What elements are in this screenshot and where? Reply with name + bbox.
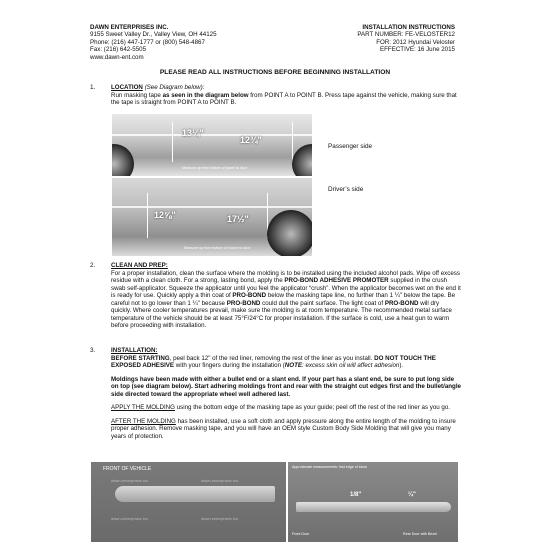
section-2-text-2: supplied in the crush swab self-applicator. Squeeze the applicator until you feel the applicator “crush”. When the applicator becomes wet on the end it is ready for use. Quickly apply a thin coat of xyxy=(111,277,461,299)
section-1-text-bold: as seen in the diagram below xyxy=(162,91,249,99)
document-info xyxy=(357,24,455,54)
section-1-title: LOCATION xyxy=(111,84,143,91)
section-3-text-3: ). xyxy=(399,362,404,369)
company-phone: Phone: (216) 447-1777 or (800) 548-4867 xyxy=(90,38,205,46)
drivers-photo-caption: Measure up from bottom of rocker to door xyxy=(184,246,251,250)
passenger-side-photo xyxy=(112,114,312,176)
drivers-rear-measurement: 17½" xyxy=(227,214,249,224)
section-1-title-note: (See Diagram below): xyxy=(144,84,205,91)
section-2-text xyxy=(111,270,461,330)
rear-door-label: Rear Door with Bezel xyxy=(403,532,437,536)
offset-measurement: ¼" xyxy=(408,492,416,498)
vehicle-fit: FOR: 2012 Hyundai Veloster xyxy=(376,38,455,46)
section-2-number: 2. xyxy=(90,262,96,269)
drivers-side-photo xyxy=(112,178,312,256)
front-door-label: Front Door xyxy=(292,532,310,536)
wheel-image xyxy=(267,210,312,256)
section-1-number: 1. xyxy=(90,84,96,91)
section-3-number: 3. xyxy=(90,347,96,354)
rear-wheel-image xyxy=(292,144,312,176)
section-2-title: CLEAN AND PREP: xyxy=(111,262,168,269)
section-1-text xyxy=(111,92,461,107)
section-3-apply xyxy=(111,404,461,412)
company-name: DAWN ENTERPRISES INC. xyxy=(90,24,169,31)
section-1-text-b: from POINT A to POINT B. Press tape against the vehicle, making sure that the tape is straight from POINT A to POINT B. xyxy=(111,91,457,106)
section-3-before-starting xyxy=(111,355,461,370)
section-3-text-1: , peel back 12" of the red liner, removing the rest of the liner as you install. xyxy=(169,354,375,362)
note-label: NOTE xyxy=(284,362,302,369)
section-1 xyxy=(111,84,461,107)
after-the-molding-label: AFTER THE MOLDING xyxy=(111,417,176,425)
drivers-side-label: Driver’s side xyxy=(328,186,364,193)
company-website: www.dawn-ent.com xyxy=(90,53,144,61)
section-2-text-5: will dry quickly. Where cooler temperatures prevail, make sure the molding is at room temperature. The recommended metal surface temperature of the vehicle should be at least 75°F/24°C for proper installation. If the surface is cold, use a heat gun to warm before proceeding with installation. xyxy=(111,299,452,329)
front-of-vehicle-photo xyxy=(91,462,286,542)
note-text: : excess skin oil will affect adhesion xyxy=(302,362,400,369)
pro-bond: PRO-BOND xyxy=(226,299,261,307)
tape-line xyxy=(112,206,312,208)
section-3-after xyxy=(111,418,461,441)
section-2-text-4: could dull the paint surface. The light coat of xyxy=(260,299,385,307)
molding-detail-photo xyxy=(288,462,458,542)
passenger-photo-caption: Measure up from bottom of panel to door xyxy=(182,166,248,170)
apply-text: using the bottom edge of the masking tape as your guide; peel off the rest of the red liner as you go. xyxy=(174,404,451,411)
company-info xyxy=(90,24,217,61)
watermark: dawn-enterprises inc. xyxy=(201,516,240,521)
section-2 xyxy=(111,262,461,330)
molding-strip-image xyxy=(115,486,275,502)
section-1-text-a: Run masking tape xyxy=(111,91,163,99)
section-3-title: INSTALLATION: xyxy=(111,347,158,354)
section-3-bullet-slant-note: Moldings have been made with either a bullet end or a slant end. If your part has a slant end, be sure to put long side on top (see diagram below). Start adhering moldings front and rear with the straight cut edges first and the bullet/angle side directed toward the appropriate wheel well adhered last. xyxy=(111,375,461,398)
apply-the-molding-label: APPLY THE MOLDING xyxy=(111,404,175,411)
approx-measurement-note: Approximate measurements: first edge of block xyxy=(292,465,368,469)
watermark: dawn-enterprises inc. xyxy=(111,516,150,521)
passenger-side-label: Passenger side xyxy=(328,143,373,150)
section-2-text-1: For a proper installation, clean the surface where the molding is to be installed using the included alcohol pads. Wipe off excess residue with a clean cloth. For a strong, lasting bond, apply the xyxy=(111,269,460,284)
part-number: PART NUMBER: FE-VELOSTER12 xyxy=(357,31,455,39)
molding-strip-image xyxy=(296,502,451,512)
section-2-text-3: below the masking tape line, no further than 1 ¼" below the tape. Be careful not to go lower than 1 ¼" because xyxy=(111,292,456,307)
pro-bond: PRO-BOND xyxy=(384,299,419,307)
point-a-marker xyxy=(147,193,148,238)
do-not-touch-warning: DO NOT TOUCH THE EXPOSED ADHESIVE xyxy=(111,354,436,369)
company-address: 9155 Sweet Valley Dr., Valley View, OH 44125 xyxy=(90,31,217,39)
document-title: INSTALLATION INSTRUCTIONS xyxy=(362,24,455,31)
after-text: has been installed, use a soft cloth and apply pressure along the entire length of the molding to insure proper adhesion. Remove masking tape, and you will have an OEM style Custom Body Side Molding that will give you many years of protection. xyxy=(111,417,456,440)
tape-line xyxy=(112,134,312,136)
passenger-front-measurement: 13¼" xyxy=(182,128,204,138)
pro-bond: PRO-BOND xyxy=(232,292,267,299)
watermark: dawn-enterprises inc. xyxy=(201,478,240,483)
company-fax: Fax: (216) 642-5505 xyxy=(90,46,147,54)
section-3-text-2: with your fingers during the installation ( xyxy=(174,362,285,369)
please-read-notice: PLEASE READ ALL INSTRUCTIONS BEFORE BEGINNING INSTALLATION xyxy=(159,69,391,76)
gap-measurement: 1/8" xyxy=(350,492,362,498)
front-wheel-image xyxy=(112,144,134,176)
passenger-rear-measurement: 12¾" xyxy=(240,135,262,145)
front-of-vehicle-label: FRONT OF VEHICLE xyxy=(103,466,152,472)
effective-date: EFFECTIVE: 16 June 2015 xyxy=(380,46,455,54)
before-starting-label: BEFORE STARTING xyxy=(111,354,170,362)
section-3 xyxy=(111,347,461,446)
drivers-front-measurement: 12⅝" xyxy=(154,210,176,220)
pro-bond-promoter: PRO-BOND ADHESIVE PROMOTER xyxy=(284,277,389,284)
watermark: dawn-enterprises inc. xyxy=(111,478,150,483)
point-a-marker xyxy=(172,122,173,162)
